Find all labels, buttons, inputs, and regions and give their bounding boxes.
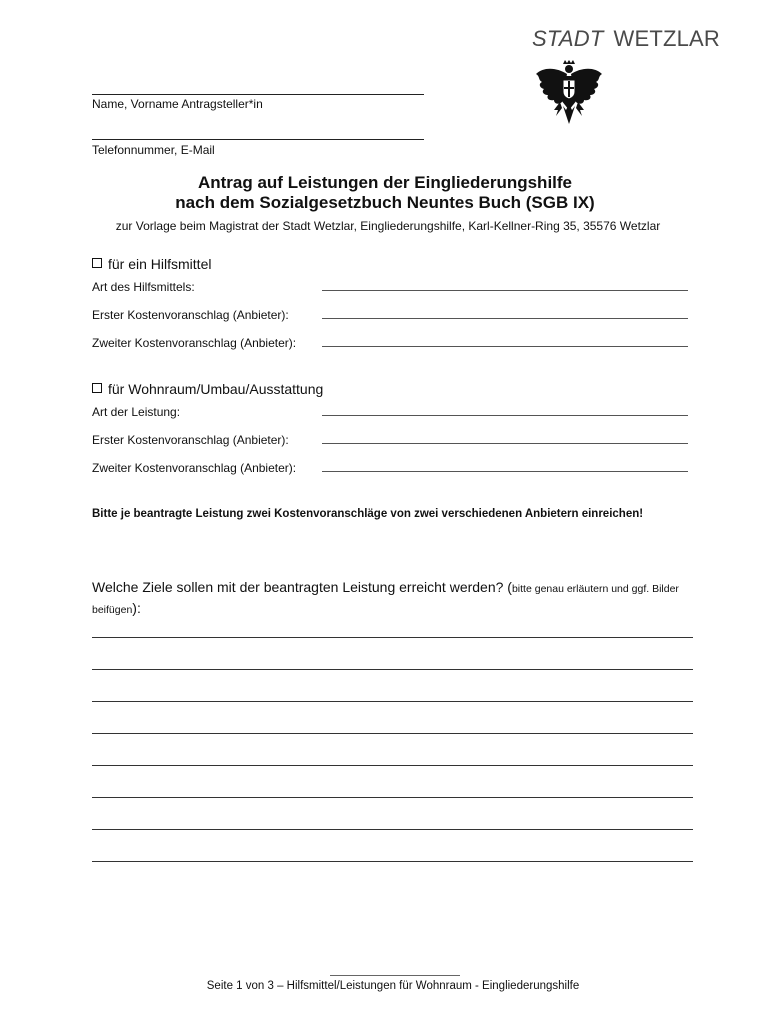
answer-line[interactable]	[92, 861, 693, 862]
brand-city-name: WETZLAR	[613, 26, 720, 51]
field-zweiter-kv-1-label: Zweiter Kostenvoranschlag (Anbieter):	[92, 336, 297, 350]
answer-line[interactable]	[92, 669, 693, 670]
city-brand	[532, 26, 720, 52]
goals-question-text: Welche Ziele sollen mit der beantragten Leistung erreicht werden? (	[92, 579, 512, 595]
answer-line[interactable]	[92, 701, 693, 702]
goals-question-close: ):	[132, 600, 141, 616]
field-zweiter-kv-2-label: Zweiter Kostenvoranschlag (Anbieter):	[92, 461, 297, 475]
document-title-line1: Antrag auf Leistungen der Eingliederungshilfe	[197, 173, 573, 192]
answer-line[interactable]	[92, 797, 693, 798]
goals-question	[92, 578, 692, 620]
goals-question-hint: bitte genau erläutern und ggf. Bilder beifügen	[92, 583, 679, 616]
section-hilfsmittel-label: für ein Hilfsmittel	[108, 256, 212, 272]
brand-prefix: STADT	[532, 26, 604, 51]
answer-line[interactable]	[92, 829, 693, 830]
field-erster-kv-1-label: Erster Kostenvoranschlag (Anbieter):	[92, 308, 289, 322]
section-hilfsmittel-heading	[92, 256, 211, 272]
hilfsmittel-checkbox[interactable]	[92, 258, 102, 268]
footer-separator	[330, 975, 460, 976]
field-art-leistung-input[interactable]	[322, 415, 688, 416]
field-zweiter-kv-1-input[interactable]	[322, 346, 688, 347]
field-zweiter-kv-2-input[interactable]	[322, 471, 688, 472]
field-erster-kv-1-input[interactable]	[322, 318, 688, 319]
page-footer: Seite 1 von 3 – Hilfsmittel/Leistungen für Wohnraum - Eingliederungshilfe	[206, 980, 580, 992]
field-erster-kv-2-label: Erster Kostenvoranschlag (Anbieter):	[92, 433, 289, 447]
name-signature-line[interactable]	[92, 94, 424, 95]
section-wohnraum-label: für Wohnraum/Umbau/Ausstattung	[108, 381, 324, 397]
contact-signature-line[interactable]	[92, 139, 424, 140]
field-art-leistung-label: Art der Leistung:	[92, 405, 181, 419]
answer-line[interactable]	[92, 733, 693, 734]
submission-note: zur Vorlage beim Magistrat der Stadt Wetzlar, Eingliederungshilfe, Karl-Kellner-Ring 35, 35576 Wetzlar	[115, 219, 661, 233]
name-label: Name, Vorname Antragsteller*in	[92, 97, 263, 111]
section-wohnraum-heading	[92, 381, 323, 397]
field-erster-kv-2-input[interactable]	[322, 443, 688, 444]
field-art-hilfsmittel-label: Art des Hilfsmittels:	[92, 280, 195, 294]
eagle-coat-of-arms-icon	[534, 60, 604, 126]
contact-label: Telefonnummer, E-Mail	[92, 143, 215, 157]
answer-line[interactable]	[92, 765, 693, 766]
answer-line[interactable]	[92, 637, 693, 638]
wohnraum-checkbox[interactable]	[92, 383, 102, 393]
document-title-line2: nach dem Sozialgesetzbuch Neuntes Buch (SGB IX)	[175, 193, 595, 212]
two-quotes-notice: Bitte je beantragte Leistung zwei Kostenvoranschläge von zwei verschiedenen Anbietern einreichen!	[92, 508, 644, 520]
field-art-hilfsmittel-input[interactable]	[322, 290, 688, 291]
